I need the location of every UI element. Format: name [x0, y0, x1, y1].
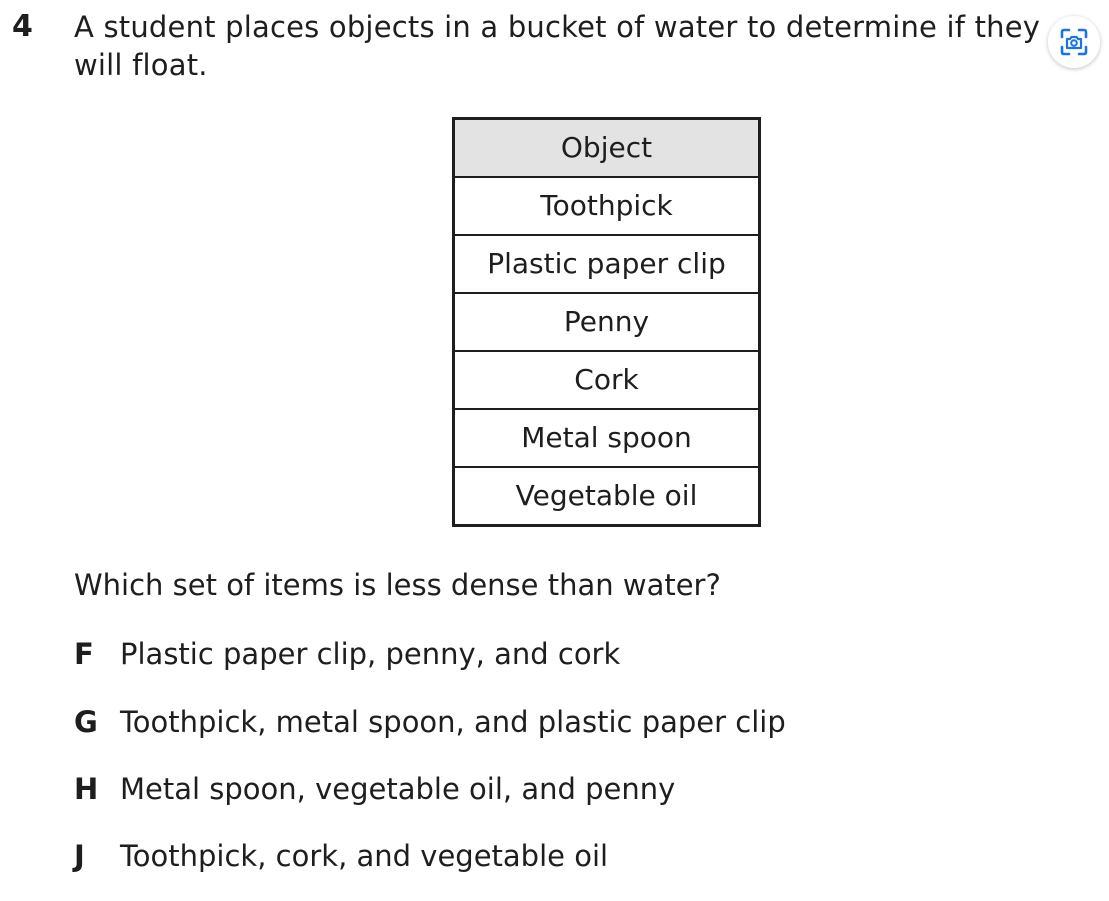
choice-text: Toothpick, cork, and vegetable oil	[120, 839, 609, 873]
table-row	[454, 351, 760, 409]
question-stem: A student places objects in a bucket of water to determine if they will float.	[74, 10, 1041, 82]
table-cell: Cork	[454, 351, 760, 409]
table-row	[454, 467, 760, 526]
answer-choice-g[interactable]	[74, 703, 786, 741]
answer-choice-f[interactable]	[74, 635, 620, 673]
answer-choice-h[interactable]	[74, 770, 675, 808]
visual-search-icon	[1059, 27, 1089, 57]
choice-letter: H	[74, 772, 99, 806]
table-cell: Plastic paper clip	[454, 235, 760, 293]
visual-search-button[interactable]	[1048, 16, 1100, 68]
choice-letter: F	[74, 637, 94, 671]
table-row	[454, 293, 760, 351]
choice-text: Metal spoon, vegetable oil, and penny	[120, 772, 676, 806]
table-cell: Metal spoon	[454, 409, 760, 467]
table-row	[454, 177, 760, 235]
table-row	[454, 409, 760, 467]
table-cell: Vegetable oil	[454, 467, 760, 526]
question-prompt: Which set of items is less dense than water?	[74, 568, 721, 602]
table-cell: Penny	[454, 293, 760, 351]
choice-text: Plastic paper clip, penny, and cork	[120, 637, 621, 671]
choice-letter: G	[74, 705, 98, 739]
table-row	[454, 235, 760, 293]
table-cell: Toothpick	[454, 177, 760, 235]
table-header-object: Object	[454, 119, 760, 178]
answer-choice-j[interactable]	[74, 837, 608, 875]
question-number: 4	[12, 9, 33, 44]
table-header-row	[454, 119, 760, 178]
choice-letter: J	[74, 839, 85, 873]
objects-table	[452, 117, 761, 527]
choice-text: Toothpick, metal spoon, and plastic paper clip	[120, 705, 786, 739]
